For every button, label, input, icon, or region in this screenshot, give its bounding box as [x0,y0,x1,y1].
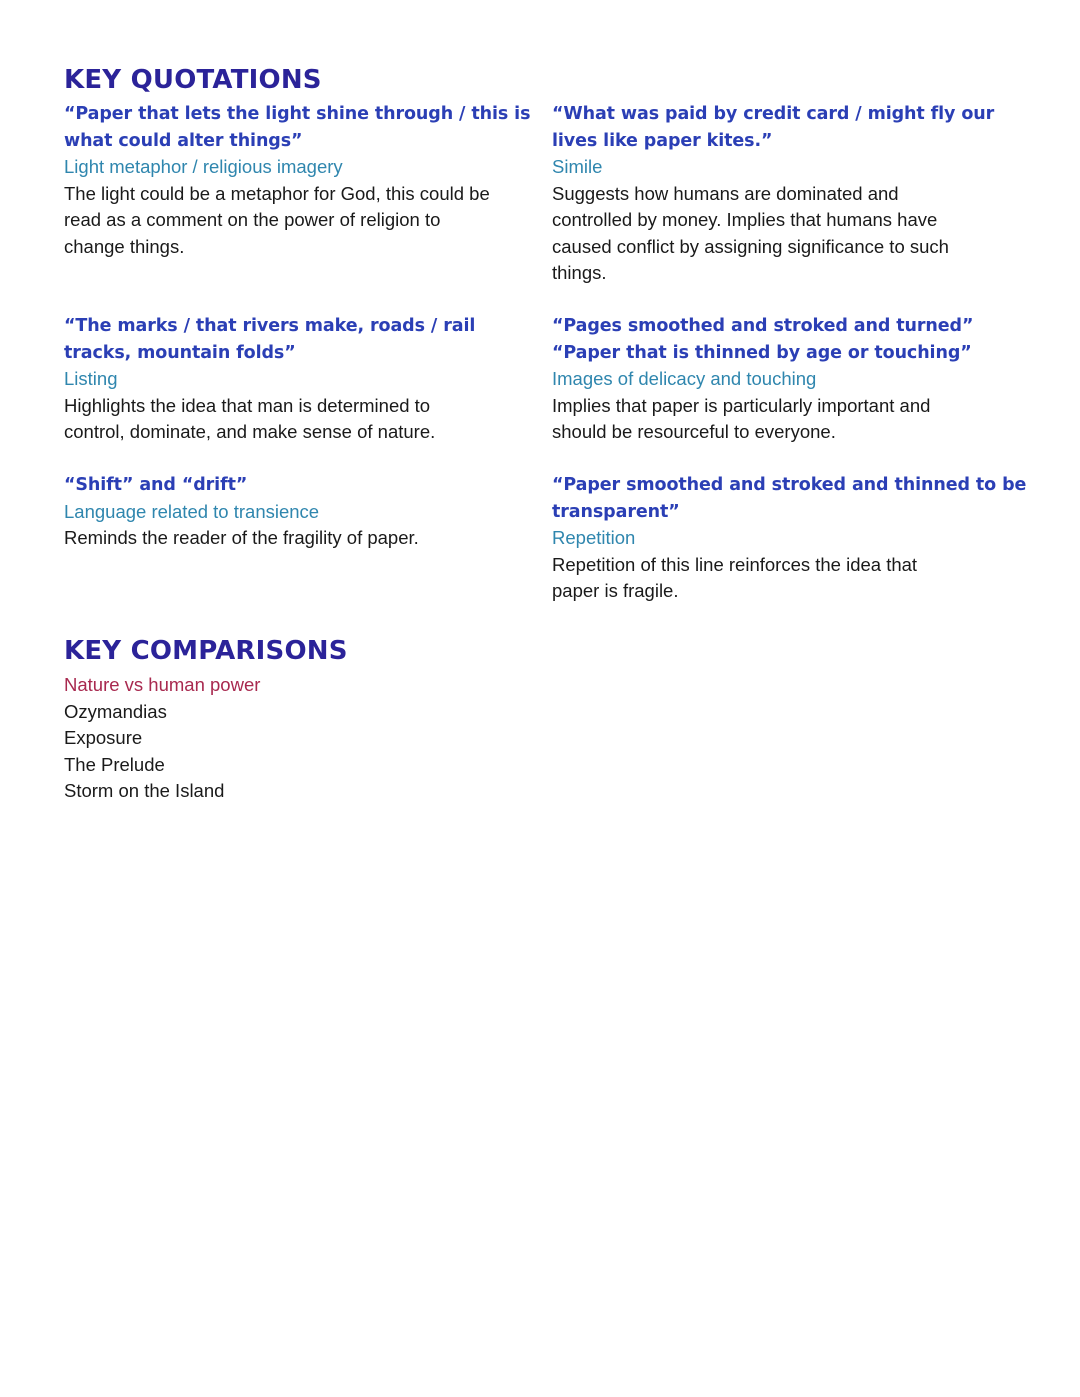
analysis-text [64,525,539,552]
quote-line: transparent” [552,501,680,522]
comparison-item-storm-on-the-island: Storm on the Island [64,780,225,801]
analysis-text [64,393,539,446]
analysis-line: Highlights the idea that man is determined to [64,394,431,416]
technique-label: Simile [552,156,603,177]
comparison-item-the-prelude: The Prelude [64,753,165,775]
analysis-line: Suggests how humans are dominated and [552,182,899,204]
analysis-text [552,552,1032,605]
analysis-line: read as a comment on the power of religion to [64,209,441,230]
analysis-text [552,393,1032,446]
analysis-line: control, dominate, and make sense of nature. [64,421,436,442]
quotation-block-4 [552,313,1032,446]
quote-text [552,101,1032,154]
analysis-line: Implies that paper is particularly important and [552,394,931,416]
quote-line: “Paper that is thinned by age or touching” [552,342,972,363]
comparisons-list [64,672,539,805]
analysis-line: should be resourceful to everyone. [552,421,836,442]
quote-line: “Paper smoothed and stroked and thinned to be [552,475,1027,495]
quotation-block-6 [552,472,1032,605]
quote-line: “Pages smoothed and stroked and turned” [552,316,974,336]
analysis-text [64,181,539,261]
technique-label: Language related to transience [64,500,320,522]
comparison-theme: Nature vs human power [64,674,261,695]
quote-line: what could alter things” [64,130,303,151]
quote-text [64,101,539,154]
analysis-line: change things. [64,235,185,257]
analysis-line: controlled by money. Implies that humans have [552,209,938,230]
quote-text [64,472,539,499]
technique-label: Light metaphor / religious imagery [64,156,343,177]
quote-text [64,313,539,366]
quotation-block-5 [64,472,539,552]
analysis-line: The light could be a metaphor for God, this could be [64,182,490,204]
analysis-line: paper is fragile. [552,580,679,601]
key-quotations-heading: KEY QUOTATIONS [64,65,322,95]
technique-label: Listing [64,368,118,389]
quote-text [552,313,1032,366]
technique-label: Repetition [552,527,636,548]
analysis-line: Repetition of this line reinforces the idea that [552,553,918,575]
quotation-block-2 [552,101,1032,287]
quote-line: “What was paid by credit card / might fly our [552,104,995,124]
analysis-line: caused conflict by assigning significance to such [552,235,949,257]
key-comparisons-heading: KEY COMPARISONS [64,636,348,666]
analysis-line: Reminds the reader of the fragility of paper. [64,527,419,548]
quote-line: tracks, mountain folds” [64,342,296,363]
analysis-line: things. [552,262,607,283]
quotation-block-1 [64,101,539,260]
technique-label: Images of delicacy and touching [552,368,817,389]
comparison-item-ozymandias: Ozymandias [64,700,167,722]
quote-line: “Shift” and “drift” [64,475,248,495]
quote-line: “Paper that lets the light shine through / this is [64,104,531,124]
quote-text [552,472,1032,525]
quotation-block-3 [64,313,539,446]
comparison-item-exposure: Exposure [64,727,143,748]
quote-line: “The marks / that rivers make, roads / rail [64,316,476,336]
analysis-text [552,181,1032,287]
quote-line: lives like paper kites.” [552,130,773,151]
